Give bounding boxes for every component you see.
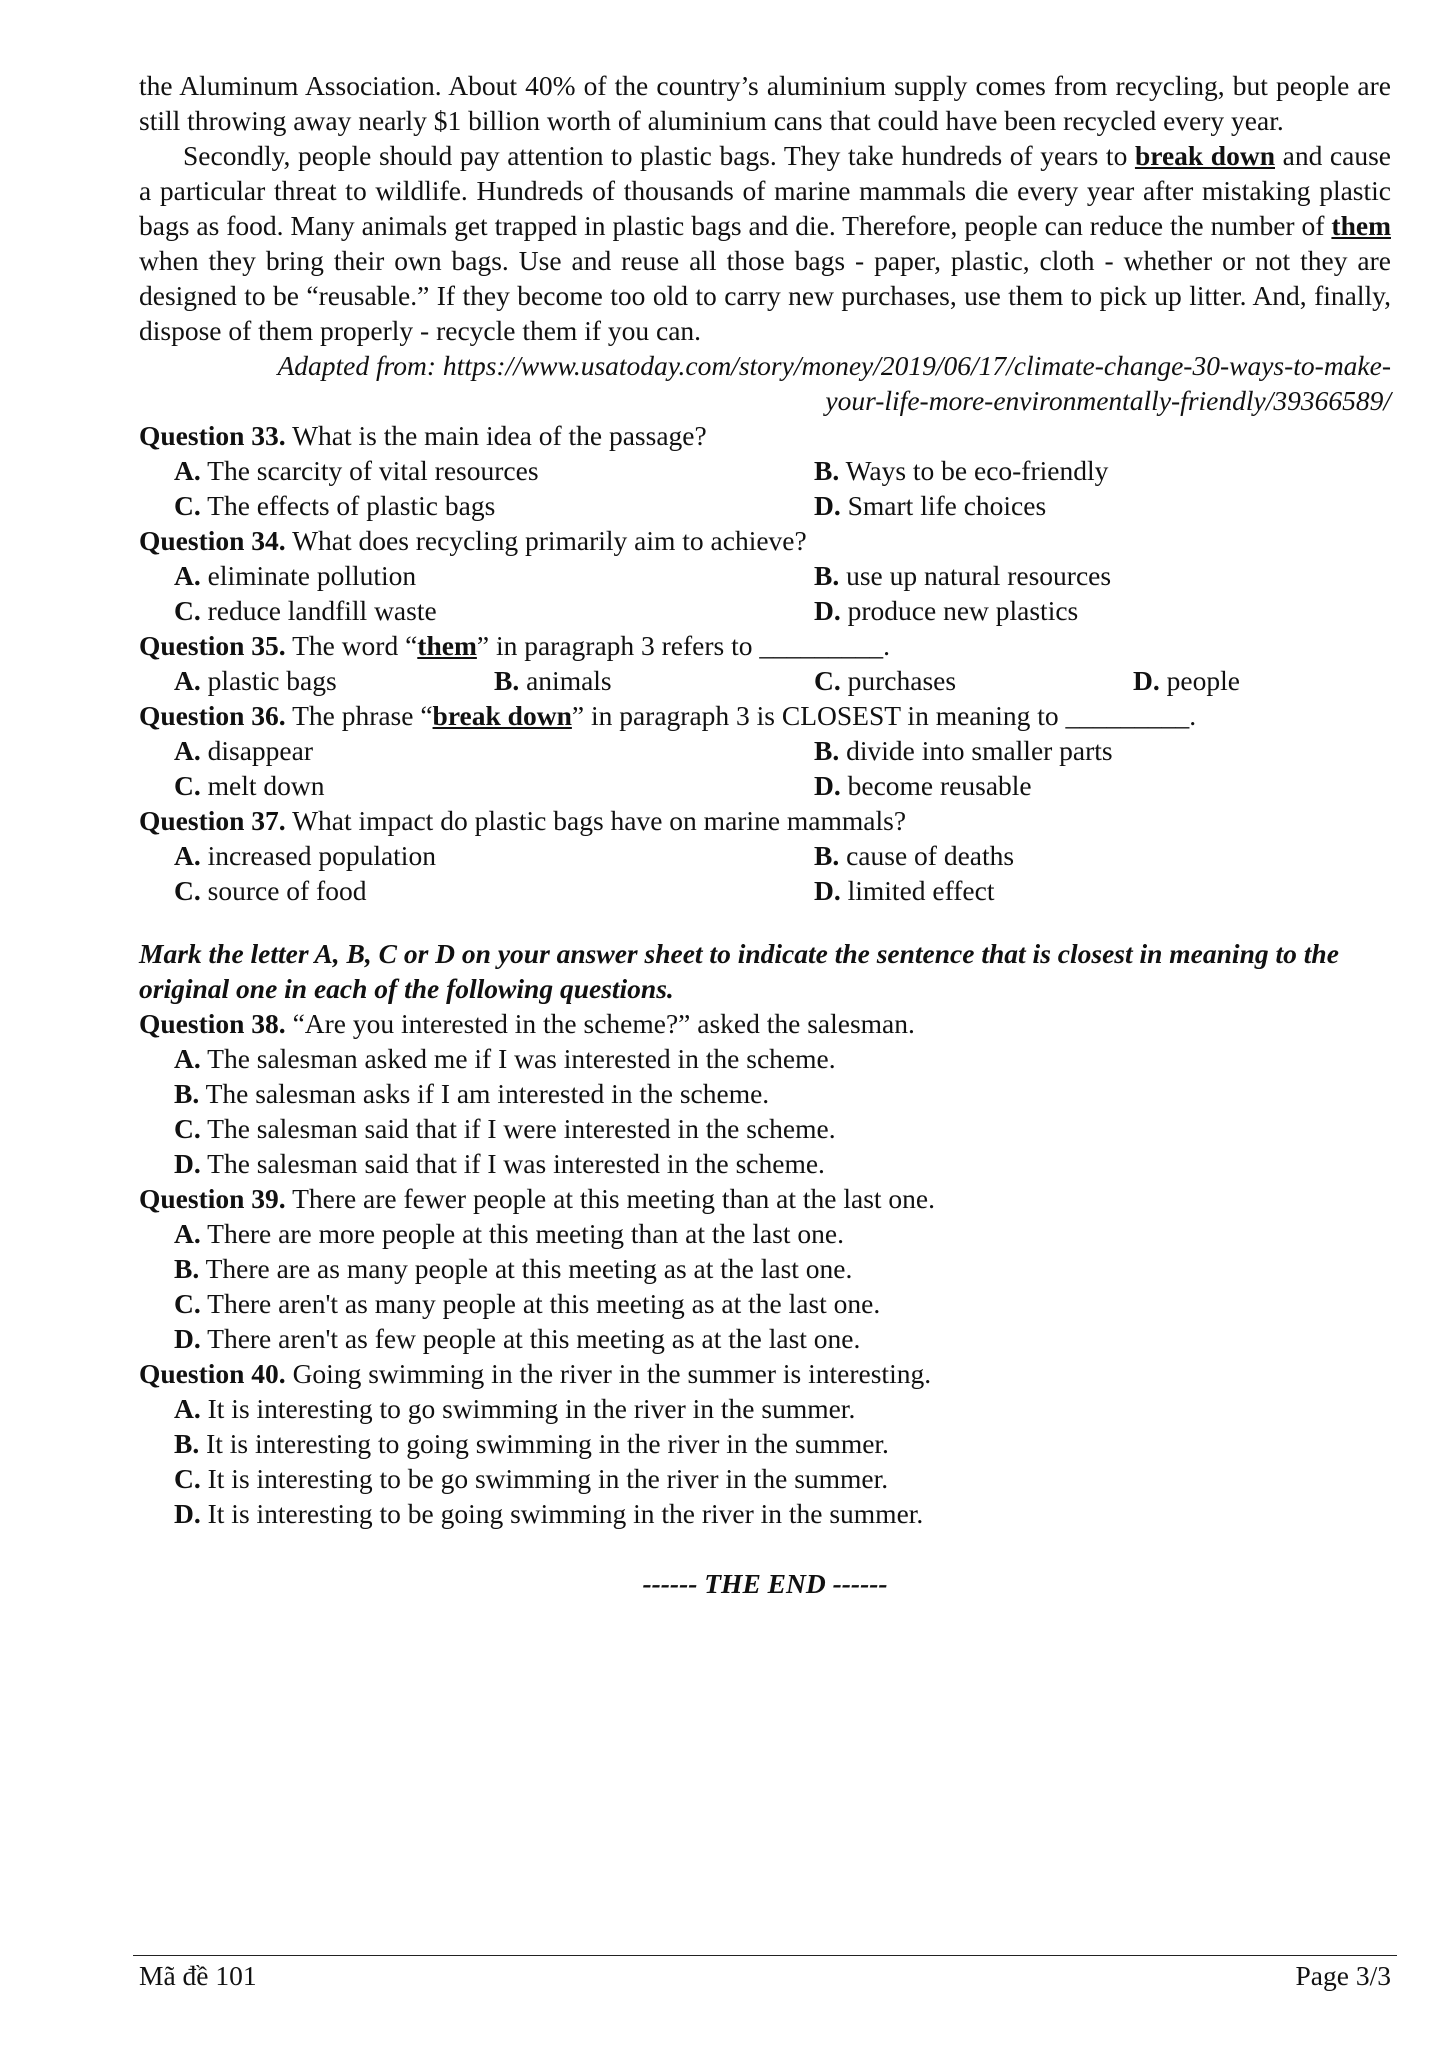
option-letter: A. — [174, 560, 201, 591]
option-letter: D. — [1133, 665, 1160, 696]
question-33 — [139, 418, 1391, 453]
option-letter: A. — [174, 1218, 201, 1249]
passage-text: Secondly, people should pay attention to plastic bags. They take hundreds of years to — [183, 140, 1135, 171]
option-text: There aren't as few people at this meeting as at the last one. — [207, 1323, 861, 1354]
option-letter: A. — [174, 840, 201, 871]
question-label: Question 36. — [139, 700, 286, 731]
passage-text: and cause a particular threat to wildlife. Hundreds of thousands of marine mammals die every year after mistaking plastic bags as food. Many animals get trapped in plastic bags and die. Therefore, people can reduce the number of — [139, 140, 1391, 241]
question-text: ” in paragraph 3 is CLOSEST in meaning to _________. — [571, 700, 1197, 731]
q38-option-b[interactable] — [139, 1076, 1391, 1111]
option-letter: C. — [174, 770, 201, 801]
q37-option-c[interactable] — [174, 873, 366, 908]
option-letter: C. — [174, 1288, 201, 1319]
question-label: Question 34. — [139, 525, 286, 556]
q36-option-b[interactable] — [814, 733, 1113, 768]
option-letter: B. — [174, 1428, 200, 1459]
q37-options-row-2 — [139, 873, 1391, 908]
q39-option-b[interactable] — [139, 1251, 1391, 1286]
passage-paragraph-2 — [139, 138, 1391, 348]
option-text: divide into smaller parts — [846, 735, 1113, 766]
option-letter: C. — [174, 875, 201, 906]
q33-option-c[interactable] — [174, 488, 495, 523]
question-label: Question 35. — [139, 630, 286, 661]
option-letter: A. — [174, 1393, 201, 1424]
option-text: people — [1166, 665, 1240, 696]
q36-options-row-1 — [139, 733, 1391, 768]
option-letter: C. — [174, 1463, 201, 1494]
the-end-marker: ------ THE END ------ — [642, 1568, 888, 1599]
q33-options-row-1 — [139, 453, 1391, 488]
option-letter: B. — [814, 455, 840, 486]
option-text: limited effect — [847, 875, 995, 906]
question-label: Question 39. — [139, 1183, 286, 1214]
option-text: There are more people at this meeting than at the last one. — [207, 1218, 844, 1249]
option-letter: D. — [174, 1323, 201, 1354]
option-letter: A. — [174, 1043, 201, 1074]
option-text: The salesman asks if I am interested in the scheme. — [205, 1078, 770, 1109]
question-40 — [139, 1356, 1391, 1391]
q33-option-d[interactable] — [814, 488, 1046, 523]
q34-option-b[interactable] — [814, 558, 1111, 593]
option-text: There aren't as many people at this meeting as at the last one. — [207, 1288, 881, 1319]
q40-option-c[interactable] — [139, 1461, 1391, 1496]
q36-option-d[interactable] — [814, 768, 1032, 803]
question-text: The word “ — [285, 630, 418, 661]
q38-option-a[interactable] — [139, 1041, 1391, 1076]
question-text: The phrase “ — [285, 700, 433, 731]
option-text: It is interesting to go swimming in the river in the summer. — [207, 1393, 856, 1424]
question-38 — [139, 1006, 1391, 1041]
option-text: It is interesting to be go swimming in the river in the summer. — [207, 1463, 889, 1494]
option-text: It is interesting to be going swimming in the river in the summer. — [207, 1498, 924, 1529]
option-letter: D. — [174, 1148, 201, 1179]
source-citation-line-1: Adapted from: https://www.usatoday.com/story/money/2019/06/17/climate-change-30-ways-to-make- — [277, 350, 1391, 381]
q40-option-b[interactable] — [139, 1426, 1391, 1461]
passage-text: when they bring their own bags. Use and reuse all those bags - paper, plastic, cloth - whether or not they are designed to be “reusable.” If they become too old to carry new purchases, use them to pick up litter. And, finally, dispose of them properly - recycle them if you can. — [139, 245, 1391, 346]
section-directive: Mark the letter A, B, C or D on your answer sheet to indicate the sentence that is closest in meaning to the original one in each of the following questions. — [139, 938, 1339, 1004]
option-text: disappear — [207, 735, 313, 766]
question-text: What impact do plastic bags have on marine mammals? — [285, 805, 907, 836]
q34-option-d[interactable] — [814, 593, 1078, 628]
q33-options-row-2 — [139, 488, 1391, 523]
q37-option-b[interactable] — [814, 838, 1014, 873]
underlined-word-them: them — [417, 630, 477, 661]
option-text: reduce landfill waste — [207, 595, 437, 626]
underlined-phrase-break-down: break down — [432, 700, 572, 731]
passage-paragraph-1: the Aluminum Association. About 40% of the country’s aluminium supply comes from recycling, but people are still throwing away nearly $1 billion worth of aluminium cans that could have been recycled every year. — [139, 70, 1391, 136]
q34-option-c[interactable] — [174, 593, 437, 628]
q35-options-row — [139, 663, 1391, 698]
option-text: source of food — [207, 875, 367, 906]
question-36 — [139, 698, 1391, 733]
question-text: “Are you interested in the scheme?” asked the salesman. — [285, 1008, 915, 1039]
option-letter: C. — [174, 595, 201, 626]
question-34 — [139, 523, 1391, 558]
q34-options-row-2 — [139, 593, 1391, 628]
option-text: It is interesting to going swimming in the river in the summer. — [206, 1428, 889, 1459]
question-text: There are fewer people at this meeting than at the last one. — [285, 1183, 935, 1214]
option-letter: D. — [814, 770, 841, 801]
q33-option-a[interactable] — [174, 453, 539, 488]
q39-option-a[interactable] — [139, 1216, 1391, 1251]
question-39 — [139, 1181, 1391, 1216]
underlined-word-them: them — [1331, 210, 1391, 241]
option-letter: A. — [174, 735, 201, 766]
q37-option-a[interactable] — [174, 838, 436, 873]
option-letter: A. — [174, 455, 201, 486]
option-text: use up natural resources — [846, 560, 1112, 591]
q36-option-c[interactable] — [174, 768, 325, 803]
q35-option-c[interactable] — [814, 663, 956, 698]
option-text: The effects of plastic bags — [207, 490, 496, 521]
exam-code: Mã đề 101 — [139, 1960, 257, 1991]
question-text: What does recycling primarily aim to achieve? — [285, 525, 807, 556]
option-letter: B. — [174, 1253, 200, 1284]
option-letter: B. — [494, 665, 520, 696]
underlined-phrase-break-down: break down — [1134, 140, 1275, 171]
question-label: Question 33. — [139, 420, 286, 451]
option-text: eliminate pollution — [207, 560, 417, 591]
question-text: Going swimming in the river in the summer is interesting. — [285, 1358, 932, 1389]
q35-option-b[interactable] — [494, 663, 612, 698]
q36-option-a[interactable] — [174, 733, 313, 768]
option-letter: D. — [814, 875, 841, 906]
q34-options-row-1 — [139, 558, 1391, 593]
option-text: Ways to be eco-friendly — [845, 455, 1109, 486]
option-text: The salesman said that if I was interested in the scheme. — [207, 1148, 825, 1179]
option-text: become reusable — [847, 770, 1032, 801]
option-letter: B. — [174, 1078, 200, 1109]
q35-option-a[interactable] — [174, 663, 337, 698]
question-text: ” in paragraph 3 refers to _________. — [476, 630, 891, 661]
option-text: cause of deaths — [846, 840, 1015, 871]
option-letter: A. — [174, 665, 201, 696]
page-number: Page 3/3 — [1295, 1960, 1391, 1991]
q38-option-c[interactable] — [139, 1111, 1391, 1146]
option-letter: D. — [174, 1498, 201, 1529]
question-label: Question 37. — [139, 805, 286, 836]
option-letter: B. — [814, 840, 840, 871]
page-content — [139, 68, 1391, 1601]
option-text: animals — [526, 665, 612, 696]
q40-option-d[interactable] — [139, 1496, 1391, 1531]
q39-option-c[interactable] — [139, 1286, 1391, 1321]
question-label: Question 40. — [139, 1358, 286, 1389]
option-letter: B. — [814, 560, 840, 591]
option-text: There are as many people at this meeting as at the last one. — [205, 1253, 853, 1284]
q33-option-b[interactable] — [814, 453, 1108, 488]
q38-option-d[interactable] — [139, 1146, 1391, 1181]
question-37 — [139, 803, 1391, 838]
question-text: What is the main idea of the passage? — [285, 420, 707, 451]
option-text: The salesman asked me if I was interested in the scheme. — [207, 1043, 836, 1074]
option-text: Smart life choices — [847, 490, 1047, 521]
option-text: The scarcity of vital resources — [207, 455, 539, 486]
question-35 — [139, 628, 1391, 663]
option-text: purchases — [847, 665, 957, 696]
option-text: plastic bags — [207, 665, 337, 696]
q34-option-a[interactable] — [174, 558, 416, 593]
source-citation-line-2: your-life-more-environmentally-friendly/39366589/ — [825, 385, 1391, 416]
option-text: produce new plastics — [847, 595, 1079, 626]
option-letter: D. — [814, 595, 841, 626]
option-letter: C. — [174, 1113, 201, 1144]
q37-options-row-1 — [139, 838, 1391, 873]
option-text: increased population — [207, 840, 436, 871]
option-letter: B. — [814, 735, 840, 766]
option-letter: C. — [174, 490, 201, 521]
option-text: The salesman said that if I were interested in the scheme. — [207, 1113, 836, 1144]
q36-options-row-2 — [139, 768, 1391, 803]
q39-option-d[interactable] — [139, 1321, 1391, 1356]
option-text: melt down — [207, 770, 325, 801]
question-label: Question 38. — [139, 1008, 286, 1039]
option-letter: C. — [814, 665, 841, 696]
q37-option-d[interactable] — [814, 873, 994, 908]
q40-option-a[interactable] — [139, 1391, 1391, 1426]
q35-option-d[interactable] — [1133, 663, 1240, 698]
option-letter: D. — [814, 490, 841, 521]
footer-divider — [133, 1955, 1397, 1956]
